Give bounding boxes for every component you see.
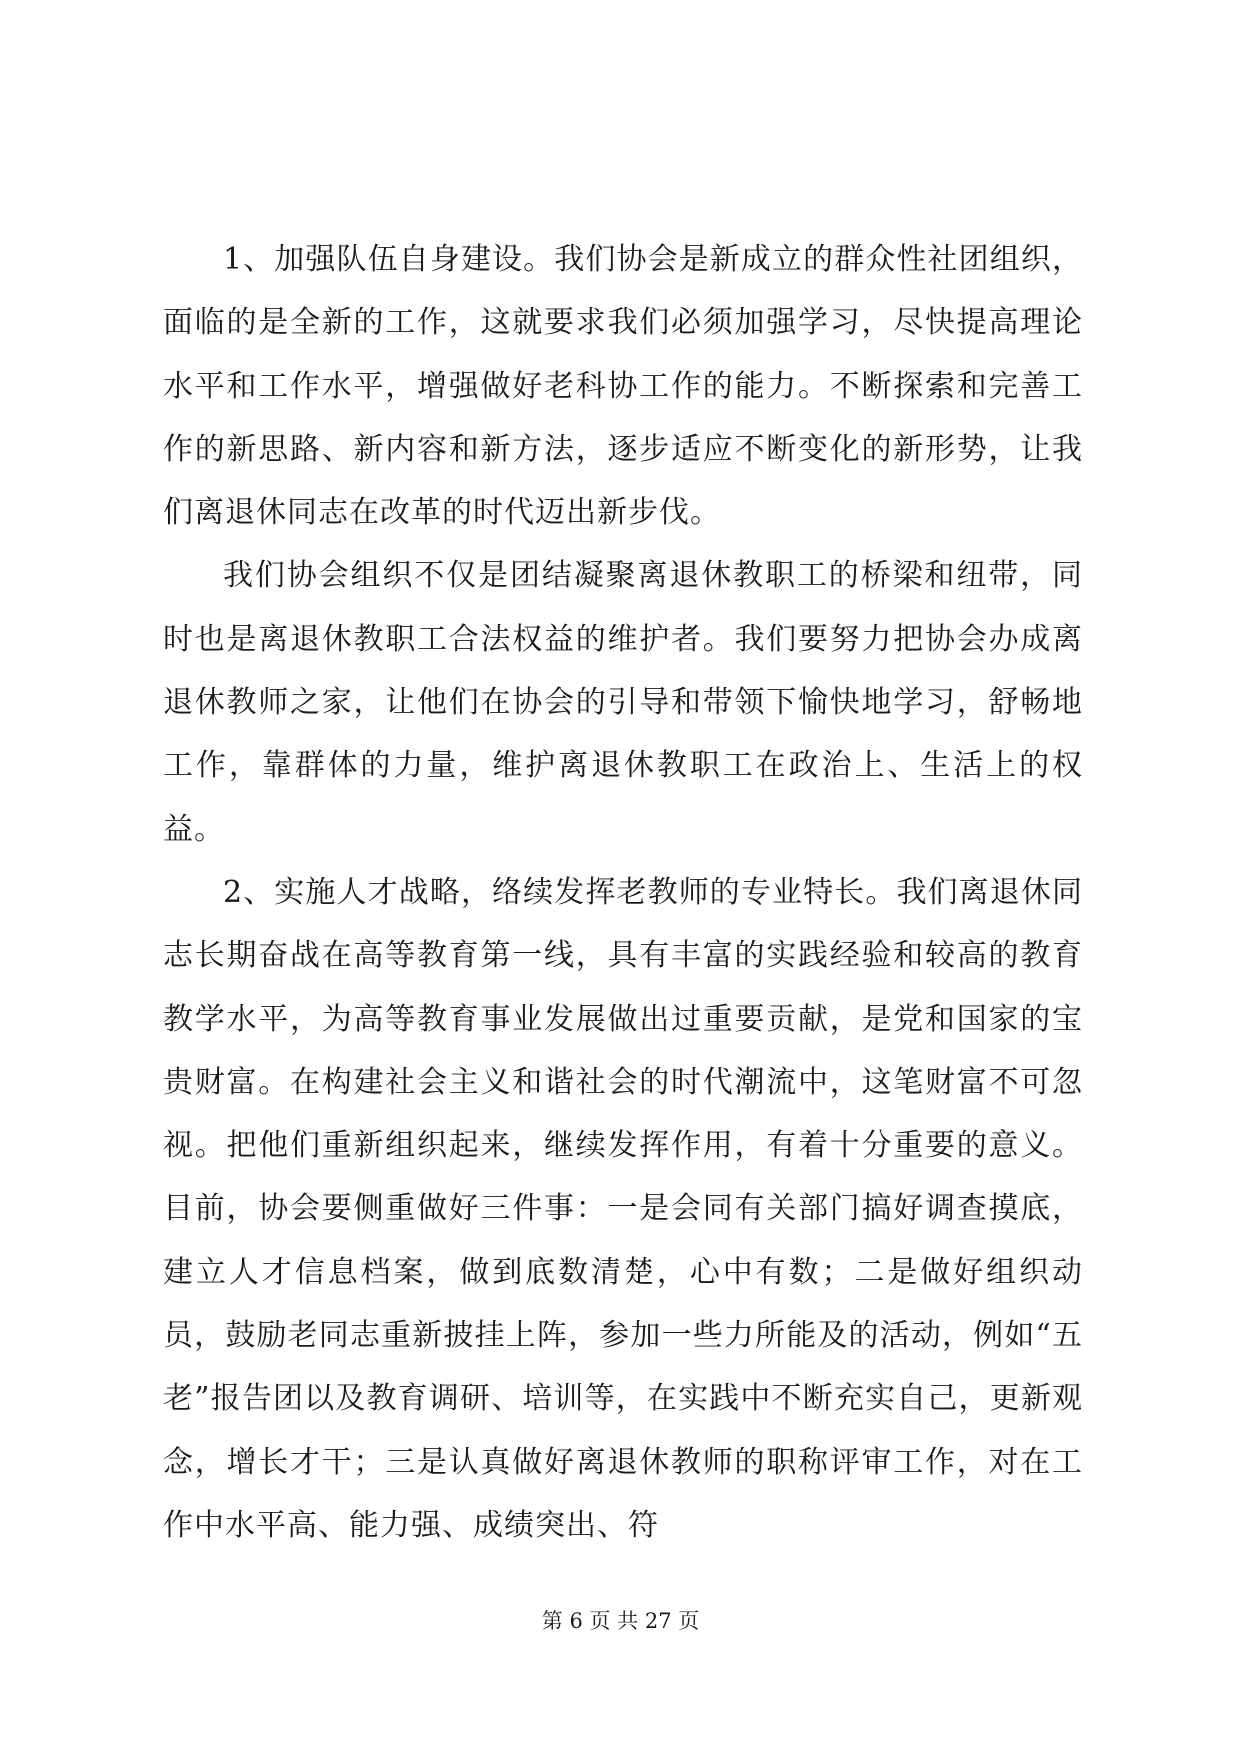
paragraph-3: 2、实施人才战略，络续发挥老教师的专业特长。我们离退休同志长期奋战在高等教育第一线，具有丰富的实践经验和较高的教育教学水平，为高等教育事业发展做出过重要贡献，是党和国家的宝贵财富。在构建社会主义和谐社会的时代潮流中，这笔财富不可忽视。把他们重新组织起来，继续发挥作用，有着十分重要的意义。目前，协会要侧重做好三件事：一是会同有关部门搞好调查摸底，建立人才信息档案，做到底数清楚，心中有数；二是做好组织动员，鼓励老同志重新披挂上阵，参加一些力所能及的活动，例如“五老”报告团以及教育调研、培训等，在实践中不断充实自己，更新观念，增长才干；三是认真做好离退休教师的职称评审工作，对在工作中水平高、能力强、成绩突出、符 [163,874,1083,1543]
document-body [163,228,1083,1557]
page-footer: 第 6 页 共 27 页 [541,1609,700,1633]
paragraph-2: 我们协会组织不仅是团结凝聚离退休教职工的桥梁和纽带，同时也是离退休教职工合法权益的维护者。我们要努力把协会办成离退休教师之家，让他们在协会的引导和带领下愉快地学习，舒畅地工作，靠群体的力量，维护离退休教职工在政治上、生活上的权益。 [163,558,1083,847]
paragraph-1: 1、加强队伍自身建设。我们协会是新成立的群众性社团组织，面临的是全新的工作，这就要求我们必须加强学习，尽快提高理论水平和工作水平，增强做好老科协工作的能力。不断探索和完善工作的新思路、新内容和新方法，逐步适应不断变化的新形势，让我们离退休同志在改革的时代迈出新步伐。 [163,242,1083,531]
